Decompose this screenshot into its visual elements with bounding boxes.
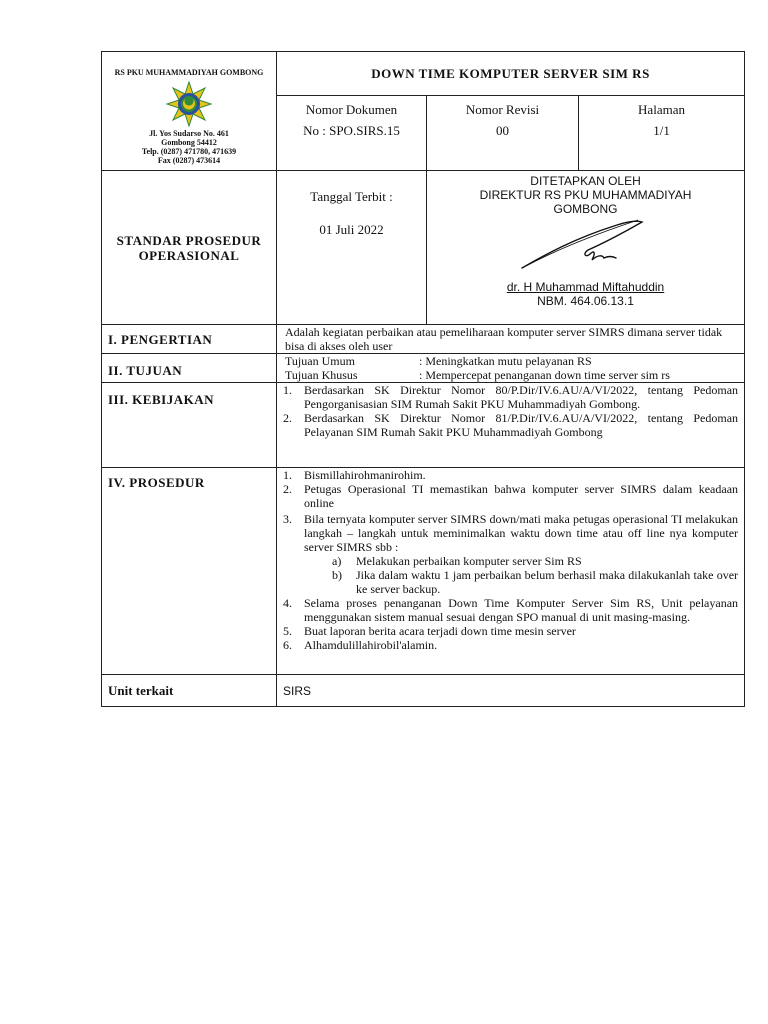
prosedur-item: 2. Petugas Operasional TI memastikan bahwa komputer server SIMRS dalam keadaan online — [283, 482, 739, 510]
prosedur-content — [277, 468, 745, 675]
prosedur-label: IV. PROSEDUR — [108, 475, 205, 490]
prosedur-item: 4. Selama proses penanganan Down Time Komputer Server Sim RS, Unit pelayanan menggunakan sistem manual sesuai dengan SPO manual di unit masing-masing. — [283, 596, 739, 624]
sop-title: STANDAR PROSEDUR OPERASIONAL — [102, 171, 277, 325]
page-label: Halaman — [638, 102, 685, 118]
doc-number-cell — [277, 96, 427, 171]
unit-label-cell — [102, 675, 277, 707]
kebijakan-label: III. KEBIJAKAN — [108, 392, 214, 407]
signer-name: dr. H Muhammad Miftahuddin — [506, 280, 665, 294]
pengertian-label: I. PENGERTIAN — [108, 332, 213, 347]
prosedur-item: 6. Alhamdulillahirobil'alamin. — [283, 638, 438, 652]
issue-date-value: 01 Juli 2022 — [319, 222, 384, 237]
issue-date-label: Tanggal Terbit : — [310, 189, 393, 204]
hospital-header-cell — [102, 52, 277, 171]
doc-number-value: No : SPO.SIRS.15 — [303, 123, 400, 139]
tujuan-content — [277, 354, 745, 383]
revision-label: Nomor Revisi — [465, 102, 540, 118]
tujuan-umum-value: : Meningkatkan mutu pelayanan RS — [419, 354, 592, 368]
prosedur-item: 1. Bismillahirohmanirohim. — [283, 468, 426, 482]
address-line: Telp. (0287) 471780, 471639 — [141, 147, 237, 156]
issue-date-cell — [277, 171, 427, 325]
unit-value: SIRS — [277, 675, 745, 707]
muhammadiyah-logo-icon — [161, 81, 217, 127]
hospital-name: RS PKU MUHAMMADIYAH GOMBONG — [114, 68, 264, 77]
prosedur-item: 5. Buat laporan berita acara terjadi down time mesin server — [283, 624, 576, 638]
revision-value: 00 — [496, 123, 509, 139]
page-cell — [579, 96, 745, 171]
tujuan-label-cell — [102, 354, 277, 383]
approval-line2: DIREKTUR RS PKU MUHAMMADIYAH GOMBONG — [479, 188, 692, 216]
signature-icon — [516, 216, 656, 274]
kebijakan-label-cell — [102, 383, 277, 468]
kebijakan-item: 2. Berdasarkan SK Direktur Nomor 81/P.Dir/IV.6.AU/A/VI/2022, tentang Pedoman Pelayanan SIM Rumah Sakit PKU Muhammadiyah Gombong — [283, 411, 739, 439]
kebijakan-content — [277, 383, 745, 468]
prosedur-subitem: b) Jika dalam waktu 1 jam perbaikan belum berhasil maka dilakukanlah take over ke server backup. — [332, 568, 739, 596]
pengertian-text: Adalah kegiatan perbaikan atau pemeliharaan komputer server SIMRS dimana server tidak bisa di akses oleh user — [277, 325, 745, 354]
prosedur-subitem: a) Melakukan perbaikan komputer server Sim RS — [332, 554, 582, 568]
address-line: Fax (0287) 473614 — [157, 156, 221, 165]
page-value: 1/1 — [653, 123, 670, 139]
tujuan-umum-label: Tujuan Umum — [285, 354, 355, 368]
prosedur-item: 3. Bila ternyata komputer server SIMRS down/mati maka petugas operasional TI melakukan langkah – langkah untuk meminimalkan waktu down time atau off line nya komputer server SIMRS sbb : — [283, 512, 739, 554]
address-line: Jl. Yos Sudarso No. 461 — [149, 129, 229, 138]
tujuan-label: II. TUJUAN — [108, 363, 183, 378]
address-line: Gombong 54412 — [161, 138, 217, 147]
approval-line1: DITETAPKAN OLEH — [530, 174, 641, 188]
prosedur-label-cell — [102, 468, 277, 675]
kebijakan-item: 1. Berdasarkan SK Direktur Nomor 80/P.Dir/IV.6.AU/A/VI/2022, tentang Pedoman Pengorganisasian SIM Rumah Sakit PKU Muhammadiyah Gombong. — [283, 383, 739, 411]
sop-document-table — [101, 51, 745, 707]
pengertian-label-cell — [102, 325, 277, 354]
tujuan-khusus-value: : Mempercepat penanganan down time server sim rs — [419, 368, 670, 382]
signer-id: NBM. 464.06.13.1 — [537, 294, 634, 308]
document-title: DOWN TIME KOMPUTER SERVER SIM RS — [277, 52, 745, 96]
hospital-logo — [102, 77, 276, 129]
tujuan-khusus-label: Tujuan Khusus — [285, 368, 358, 382]
approval-cell — [427, 171, 745, 325]
unit-label: Unit terkait — [108, 682, 174, 698]
revision-cell — [427, 96, 579, 171]
doc-number-label: Nomor Dokumen — [305, 102, 398, 118]
